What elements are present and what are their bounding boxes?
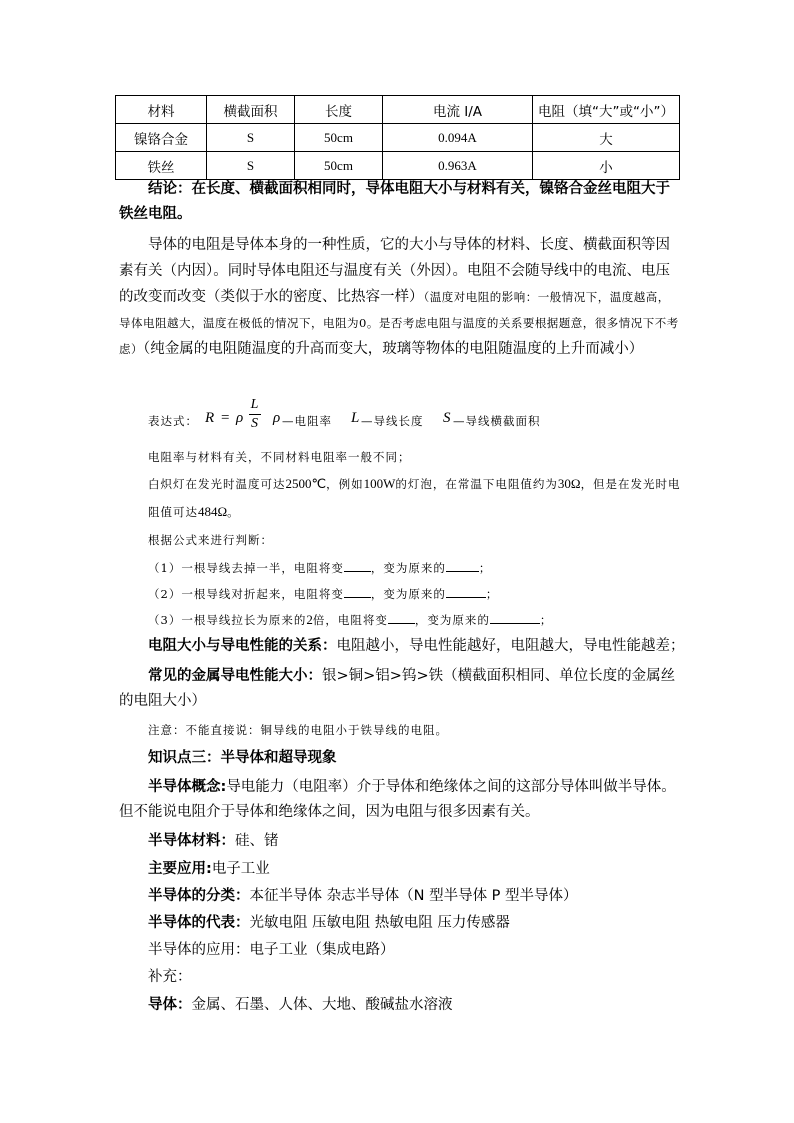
table-cell: 大 [533, 124, 680, 152]
metal-conductivity: 常见的金属导电性能大小：银>铜>铝>钨>铁（横截面积相同、单位长度的金属丝的电阻大小） [119, 668, 676, 709]
rho-description: —电阻率 [282, 414, 332, 428]
answer-blank [446, 585, 486, 598]
table-row [116, 124, 680, 152]
main-application: 主要应用:电子工业 [148, 861, 270, 877]
area-symbol: S [443, 410, 451, 426]
semiconductor-classification: 半导体的分类：本征半导体 杂志半导体（N 型半导体 P 型半导体） [148, 888, 578, 904]
rho-symbol: ρ [273, 410, 281, 426]
judge-intro: 根据公式来进行判断： [148, 533, 273, 547]
resistance-formula [148, 395, 688, 445]
length-symbol: L [351, 410, 360, 426]
question-3: （3）一根导线拉长为原来的2倍，电阻将变 ，变为原来的 ； [148, 612, 553, 627]
formula-denominator: S [251, 416, 259, 431]
semiconductor-material: 半导体材料：硅、锗 [148, 833, 279, 849]
conductor-list: 导体：金属、石墨、人体、大地、酸碱盐水溶液 [148, 997, 453, 1013]
table-cell: 小 [533, 152, 680, 180]
supplement-label: 补充： [148, 969, 192, 985]
table-header: 材料 [116, 96, 207, 124]
conductivity-relation: 电阻大小与导电性能的关系：电阻越小，导电性能越好，电阻越大，导电性能越差； [148, 638, 685, 654]
table-header-row [116, 96, 680, 124]
table-header: 长度 [295, 96, 383, 124]
caution-note: 注意：不能直接说：铜导线的电阻小于铁导线的电阻。 [148, 723, 448, 737]
area-description: —导线横截面积 [453, 414, 541, 428]
table-cell: 0.094A [383, 124, 533, 152]
table-cell: 50cm [295, 124, 383, 152]
length-description: —导线长度 [361, 414, 424, 428]
table-header: 电流 I/A [383, 96, 533, 124]
formula-numerator: L [250, 397, 260, 412]
table-cell: S [207, 124, 295, 152]
resistance-experiment-table [115, 95, 680, 180]
answer-blank [388, 611, 415, 624]
formula-equals: = [221, 410, 230, 426]
answer-blank [446, 559, 479, 572]
conclusion-paragraph: 结论：在长度、横截面积相同时，导体电阻大小与材料有关，镍铬合金丝电阻大于铁丝电阻。 [119, 181, 670, 222]
bulb-example: 白炽灯在发光时温度可达2500℃，例如100W的灯泡，在常温下电阻值约为30Ω，但是在发光时电阻值可达484Ω。 [148, 476, 681, 519]
table-cell: S [207, 152, 295, 180]
question-1: （1）一根导线去掉一半，电阻将变 ，变为原来的 ； [148, 561, 492, 575]
fraction-bar [249, 414, 261, 415]
knowledge-point-3-heading: 知识点三：半导体和超导现象 [148, 750, 337, 766]
temperature-note: （温度对电阻的影响：一般情况下，温度越高，导体电阻越大，温度在极低的情况下，电阻为0。是否考虑电阻与温度的关系要根据题意，很多情况下不考虑） [119, 290, 679, 356]
semiconductor-application: 半导体的应用：电子工业（集成电路） [148, 942, 395, 958]
table-row [116, 152, 680, 180]
table-cell: 0.963A [383, 152, 533, 180]
answer-blank [490, 611, 540, 624]
answer-blank [344, 559, 371, 572]
table-header: 横截面积 [207, 96, 295, 124]
semiconductor-representatives: 半导体的代表：光敏电阻 压敏电阻 热敏电阻 压力传感器 [148, 915, 510, 931]
formula-fraction [249, 397, 261, 432]
table-header: 电阻（填“大”或“小”） [533, 96, 680, 124]
resistivity-note: 电阻率与材料有关，不同材料电阻率一般不同； [148, 450, 411, 464]
resistance-property-paragraph [119, 232, 679, 362]
formula-r-symbol: R [205, 410, 215, 426]
table-cell: 镍铬合金 [116, 124, 207, 152]
formula-rho-symbol: ρ [236, 410, 244, 426]
formula-prefix: 表达式： [148, 414, 198, 428]
table-cell: 铁丝 [116, 152, 207, 180]
metal-temperature-note: （纯金属的电阻随温度的升高而变大，玻璃等物体的电阻随温度的上升而减小） [143, 341, 644, 357]
semiconductor-concept: 半导体概念:导电能力（电阻率）介于导体和绝缘体之间的这部分导体叫做半导体。但不能说电阻介于导体和绝缘体之间，因为电阻与很多因素有关。 [119, 779, 676, 820]
answer-blank [344, 585, 371, 598]
table-cell: 50cm [295, 152, 383, 180]
question-2: （2）一根导线对折起来，电阻将变 ，变为原来的 ； [148, 587, 499, 601]
resistance-property-text: 导体的电阻是导体本身的一种性质，它的大小与导体的材料、长度、横截面积等因素有关（内因）。同时导体电阻还与温度有关（外因）。电阻不会随导线中的电流、电压的改变而改变（类似于水的密度、比热容一样） [119, 237, 670, 305]
